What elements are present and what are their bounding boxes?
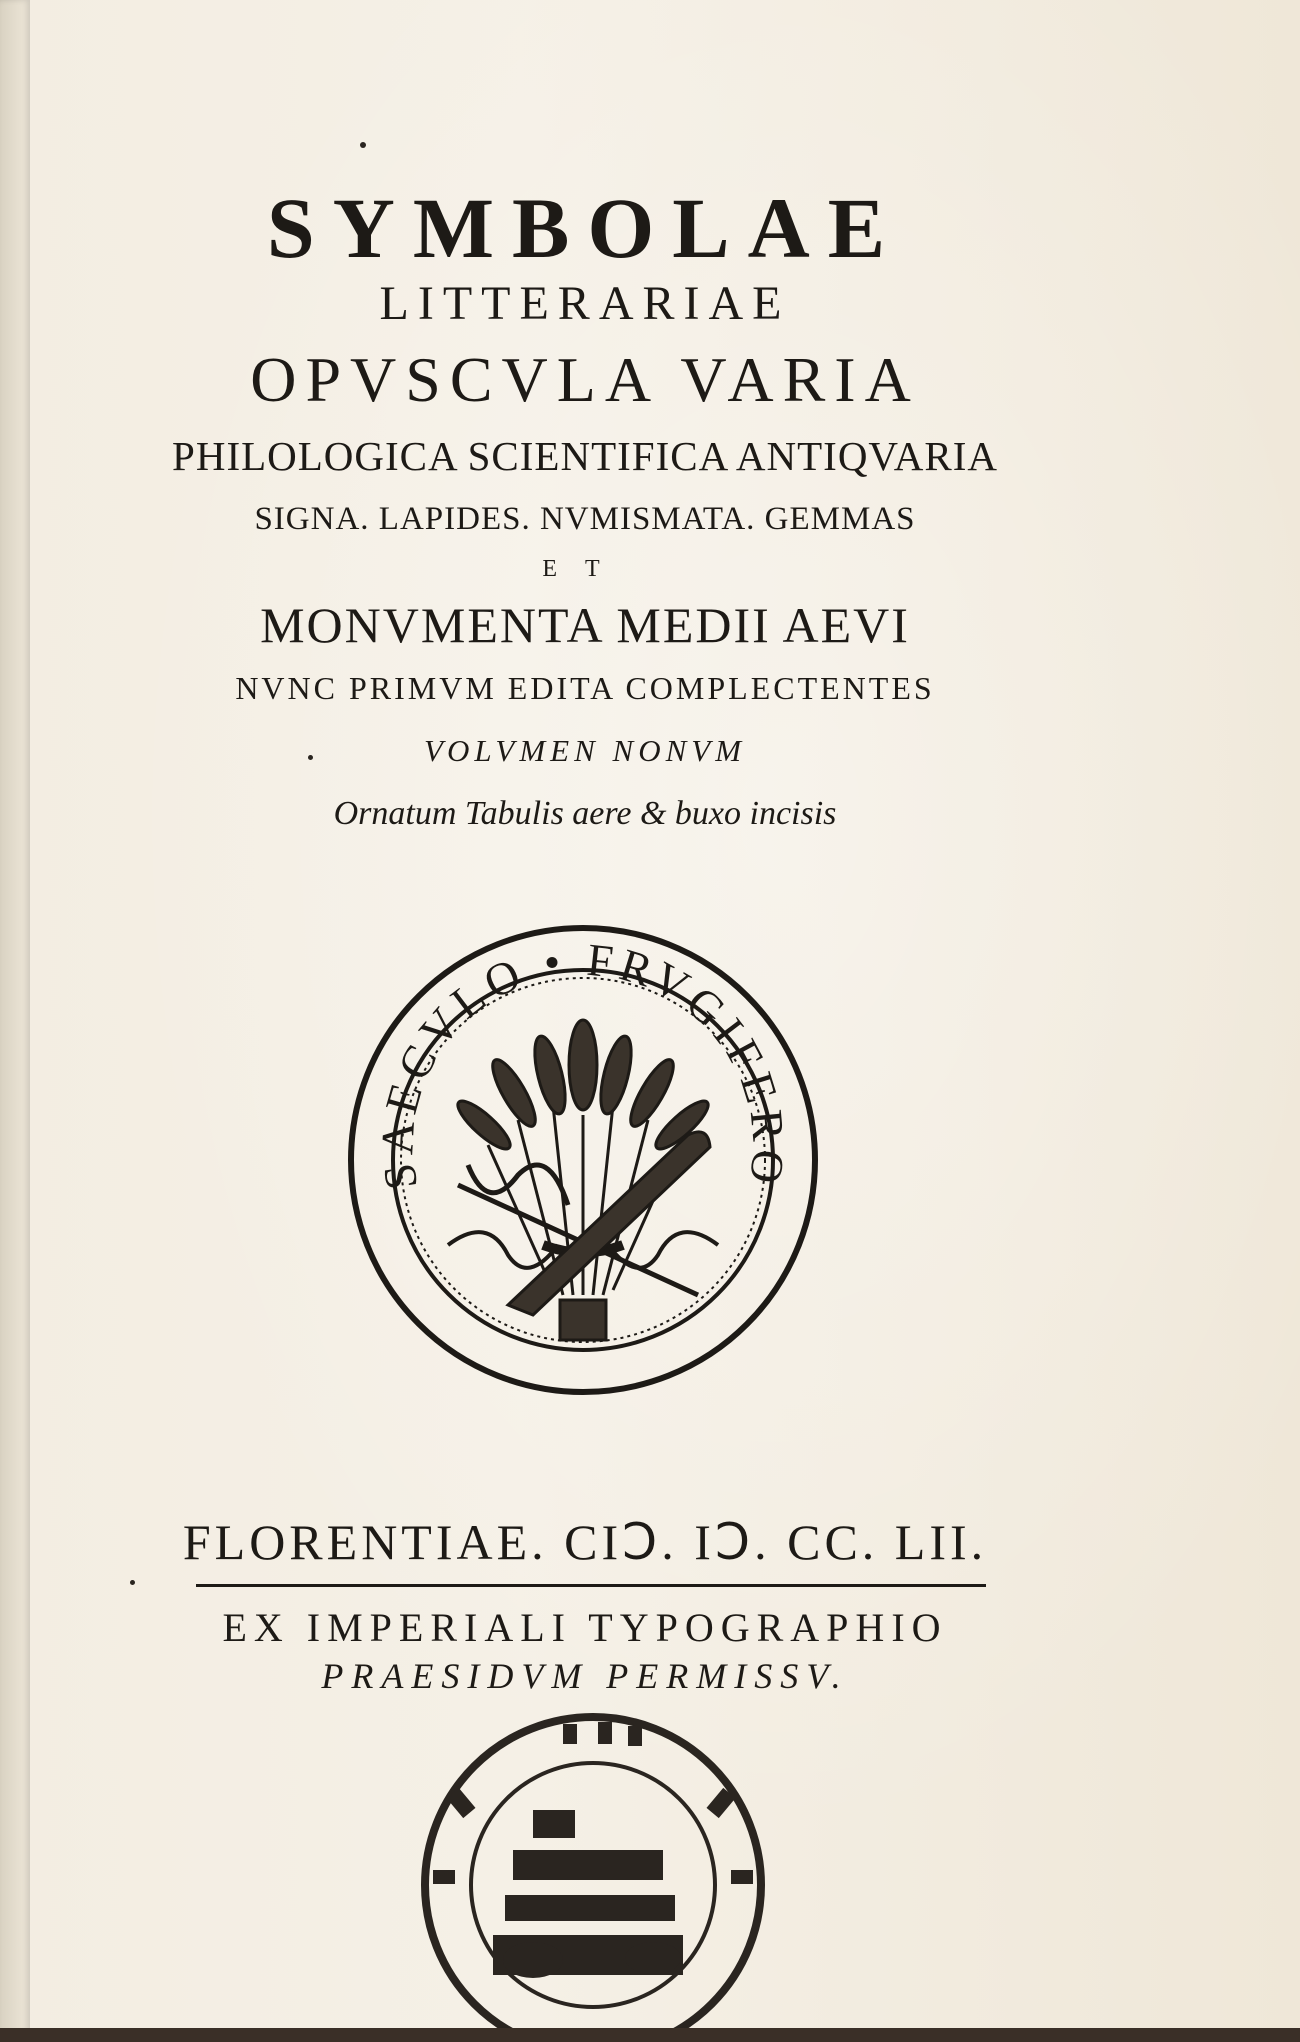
volume-label: VOLVMEN NONVM bbox=[423, 733, 747, 768]
ink-speck bbox=[308, 755, 313, 760]
subtitle-philologica: PHILOLOGICA SCIENTIFICA ANTIQVARIA bbox=[172, 433, 998, 479]
page-bottom-edge bbox=[0, 2028, 1300, 2042]
ribbon-left bbox=[448, 1232, 558, 1268]
subtitle-signa: SIGNA. LAPIDES. NVMISMATA. GEMMAS bbox=[254, 501, 916, 537]
ink-speck bbox=[360, 142, 366, 148]
title-opuscula-varia: OPVSCVLA VARIA bbox=[250, 344, 920, 415]
imprint-place-date: FLORENTIAE. CIↃ. IↃ. CC. LII. bbox=[182, 1514, 988, 1570]
ribbon-right bbox=[608, 1232, 718, 1268]
title-symbolae: SYMBOLAE bbox=[266, 180, 904, 276]
imprint-permission: PRAESIDVM PERMISSV. bbox=[321, 1656, 849, 1696]
printers-device-seal bbox=[338, 915, 828, 1405]
imprint-printer: EX IMPERIALI TYPOGRAPHIO bbox=[222, 1605, 948, 1650]
subtitle-nunc-primum: NVNC PRIMVM EDITA COMPLECTENTES bbox=[235, 670, 935, 706]
library-ownership-stamp bbox=[413, 1700, 773, 2042]
subtitle-et: ET bbox=[542, 556, 628, 582]
subtitle-monumenta: MONVMENTA MEDII AEVI bbox=[260, 597, 910, 653]
ornatum-line: Ornatum Tabulis aere & buxo incisis bbox=[333, 795, 837, 832]
title-litterariae: LITTERARIAE bbox=[379, 277, 791, 330]
imprint-rule bbox=[196, 1584, 986, 1587]
ink-speck bbox=[130, 1580, 135, 1585]
seal-inscription: SAECVLO • FRVGIFERO bbox=[371, 933, 795, 1194]
